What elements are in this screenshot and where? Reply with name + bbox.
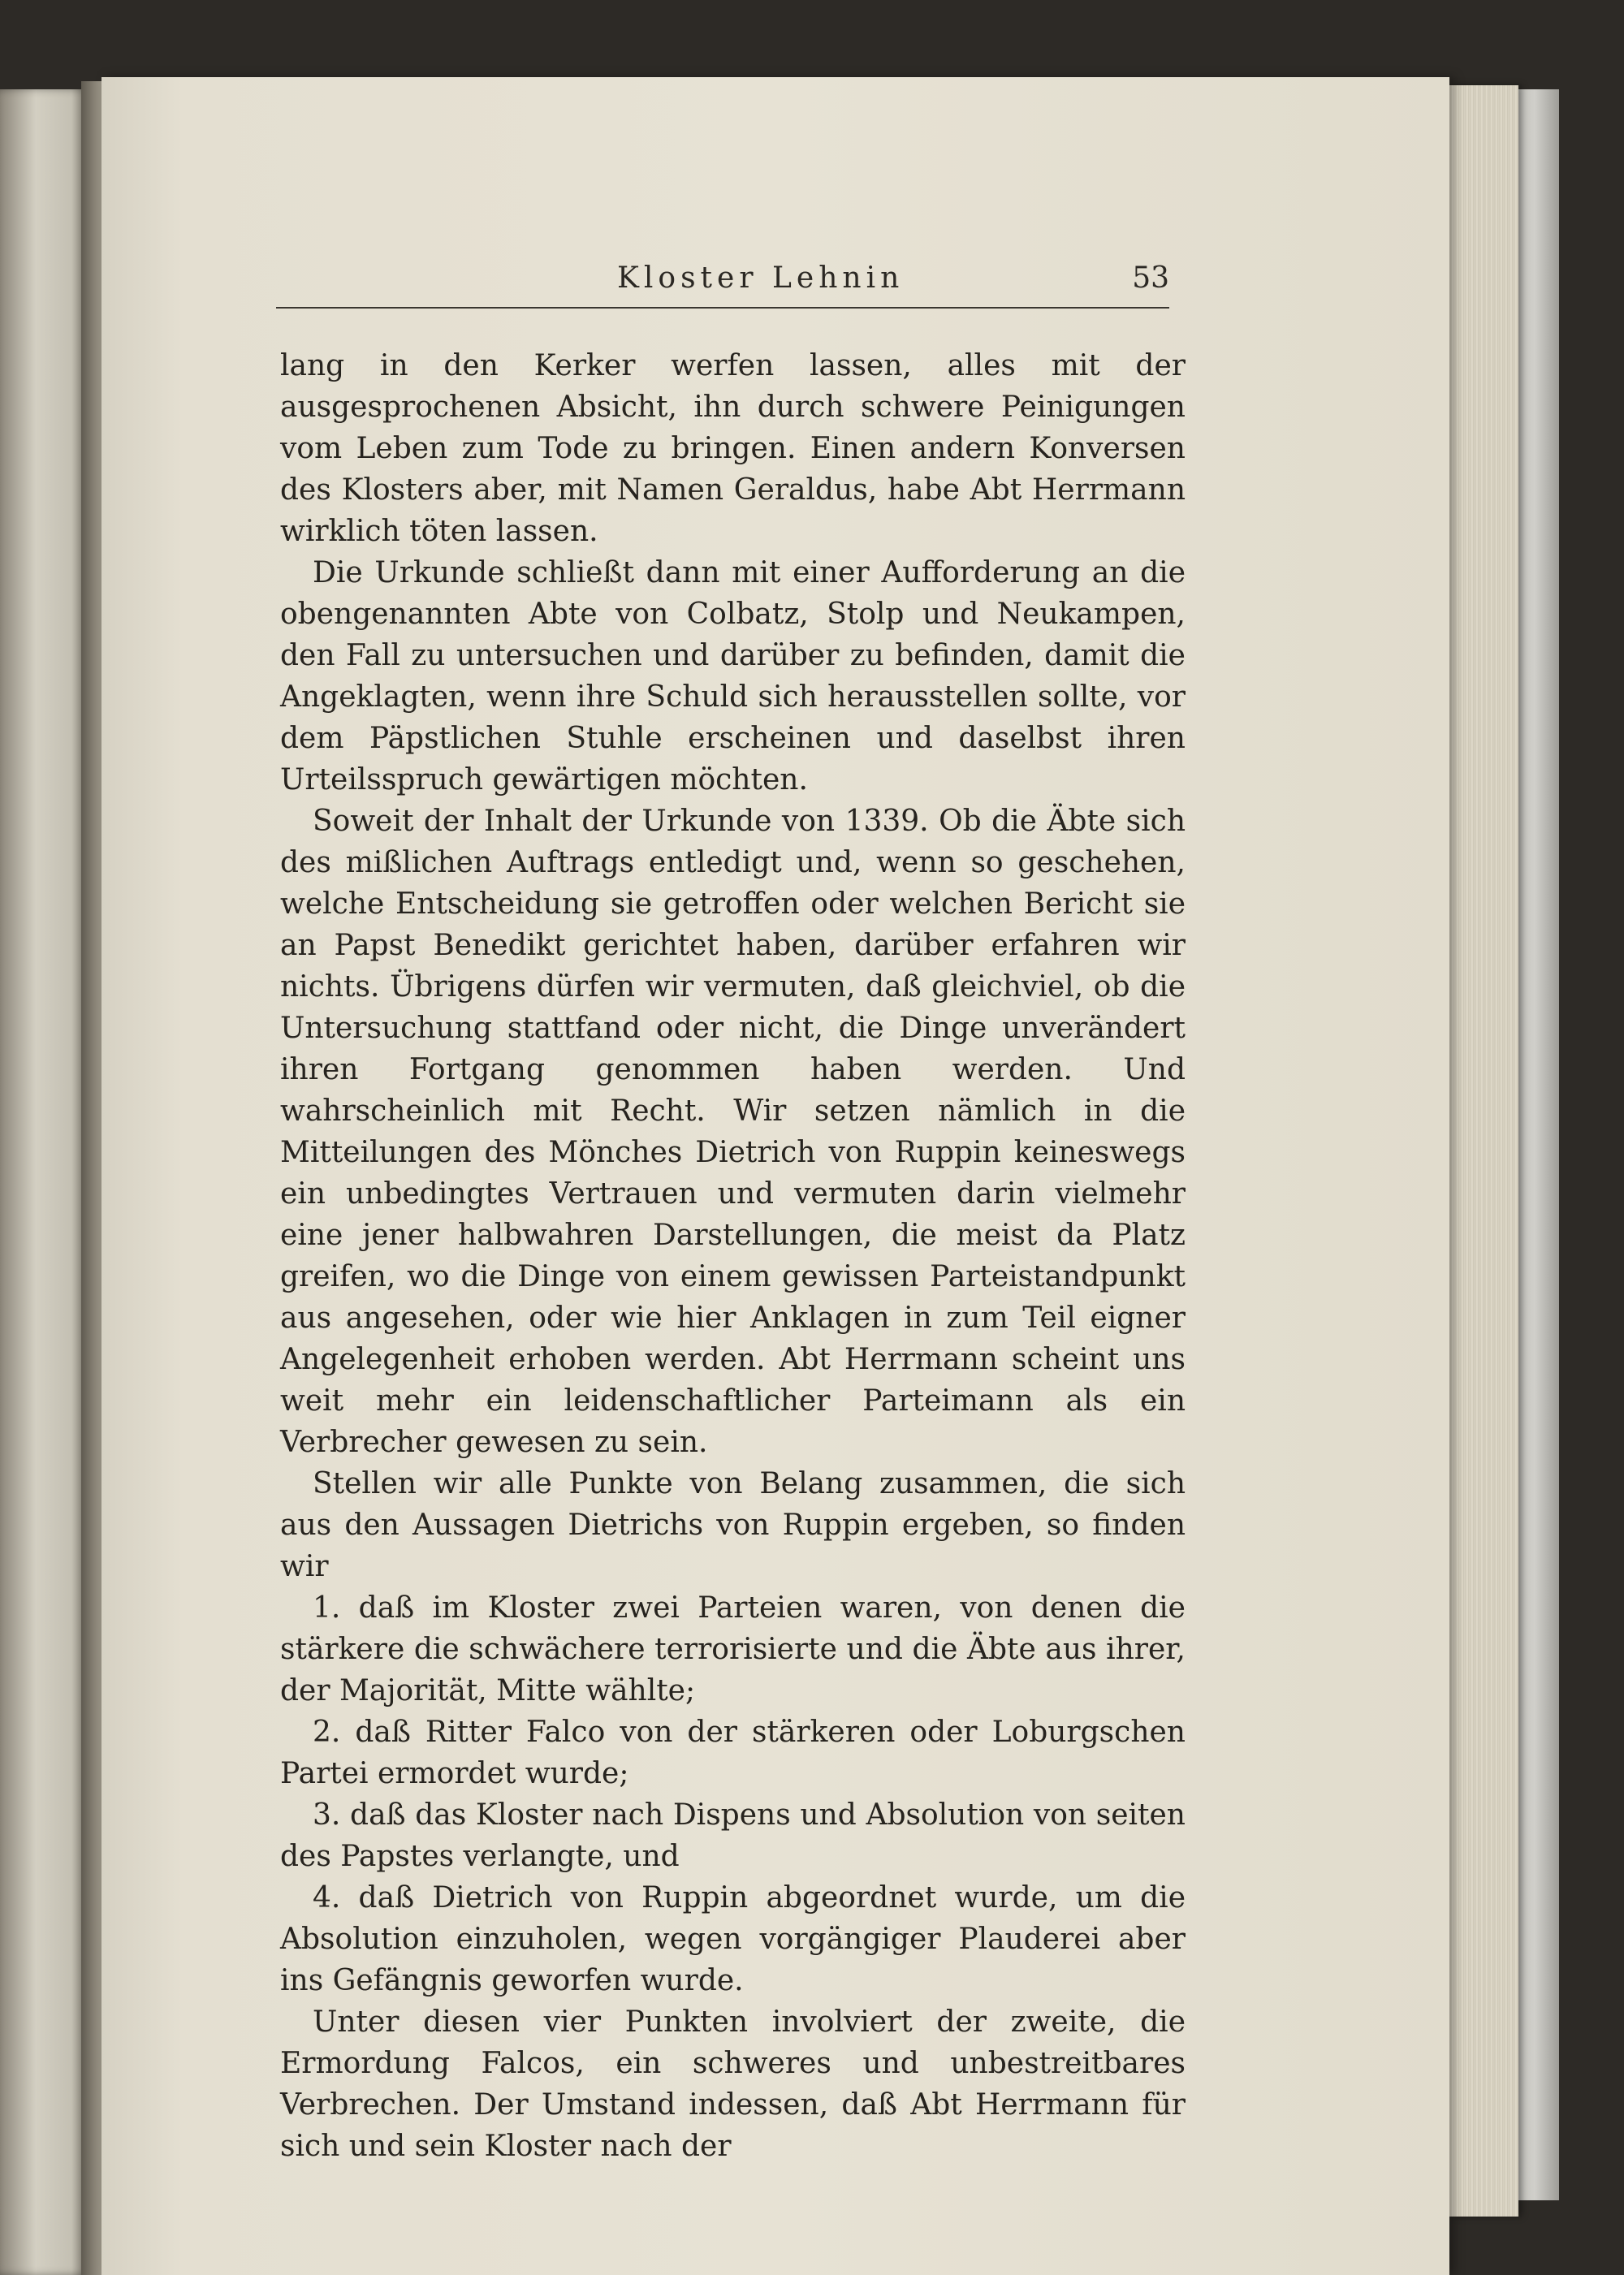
list-item: 3. daß das Kloster nach Dispens und Absolution von seiten des Papstes verlangte, und <box>280 1798 1186 1873</box>
page-number: 53 <box>1132 261 1169 295</box>
left-page-edge <box>0 89 89 2275</box>
list-item: 1. daß im Kloster zwei Parteien waren, von denen die stärkere die schwächere terrorisierte und die Äbte aus ihrer, der Majorität, Mitte wählte; <box>280 1591 1186 1707</box>
paragraph: Stellen wir alle Punkte von Belang zusammen, die sich aus den Aussagen Dietrichs von Ruppin ergeben, so finden wir <box>280 1467 1186 1583</box>
list-item: 4. daß Dietrich von Ruppin abgeordnet wurde, um die Absolution einzuholen, wegen vorgängiger Plauderei aber ins Gefängnis geworfen wurde. <box>280 1881 1186 1997</box>
running-title: Kloster Lehnin <box>617 261 905 295</box>
paragraph: lang in den Kerker werfen lassen, alles mit der ausgesprochenen Absicht, ihn durch schwere Peinigungen vom Leben zum Tode zu bringen. Einen andern Konversen des Klosters aber, mit Namen Geraldus, habe Abt Herrmann wirklich töten lassen. <box>280 349 1186 548</box>
list-item: 2. daß Ritter Falco von der stärkeren oder Loburgschen Partei ermordet wurde; <box>280 1716 1186 1790</box>
paragraph: Soweit der Inhalt der Urkunde von 1339. Ob die Äbte sich des mißlichen Auftrags entledigt und, wenn so geschehen, welche Entscheidung sie getroffen oder welchen Bericht sie an Papst Benedikt gerichtet haben, darüber erfahren wir nichts. Übrigens dürfen wir vermuten, daß gleichviel, ob die Untersuchung stattfand oder nicht, die Dinge unverändert ihren Fortgang genommen haben werden. Und wahrscheinlich mit Recht. Wir setzen nämlich in die Mitteilungen des Mönches Dietrich von Ruppin keineswegs ein unbedingtes Vertrauen und vermuten darin vielmehr eine jener halbwahren Darstellungen, die meist da Platz greifen, wo die Dinge von einem gewissen Parteistandpunkt aus angesehen, oder wie hier Anklagen in zum Teil eigner Angelegenheit erhoben werden. Abt Herrmann scheint uns weit mehr ein leidenschaftlicher Parteimann als ein Verbrecher gewesen zu sein. <box>280 805 1186 1459</box>
page-stack-edges <box>1449 85 1518 2217</box>
body-text <box>280 345 1186 2167</box>
paragraph: Unter diesen vier Punkten involviert der zweite, die Ermordung Falcos, ein schweres und unbestreitbares Verbrechen. Der Umstand indessen, daß Abt Herrmann für sich und sein Kloster nach der <box>280 2005 1186 2163</box>
running-header <box>276 261 1169 309</box>
paragraph: Die Urkunde schließt dann mit einer Aufforderung an die obengenannten Abte von Colbatz, Stolp und Neukampen, den Fall zu untersuchen und darüber zu befinden, damit die Angeklagten, wenn ihre Schuld sich herausstellen sollte, vor dem Päpstlichen Stuhle erscheinen und daselbst ihren Urteilsspruch gewärtigen möchten. <box>280 556 1186 796</box>
